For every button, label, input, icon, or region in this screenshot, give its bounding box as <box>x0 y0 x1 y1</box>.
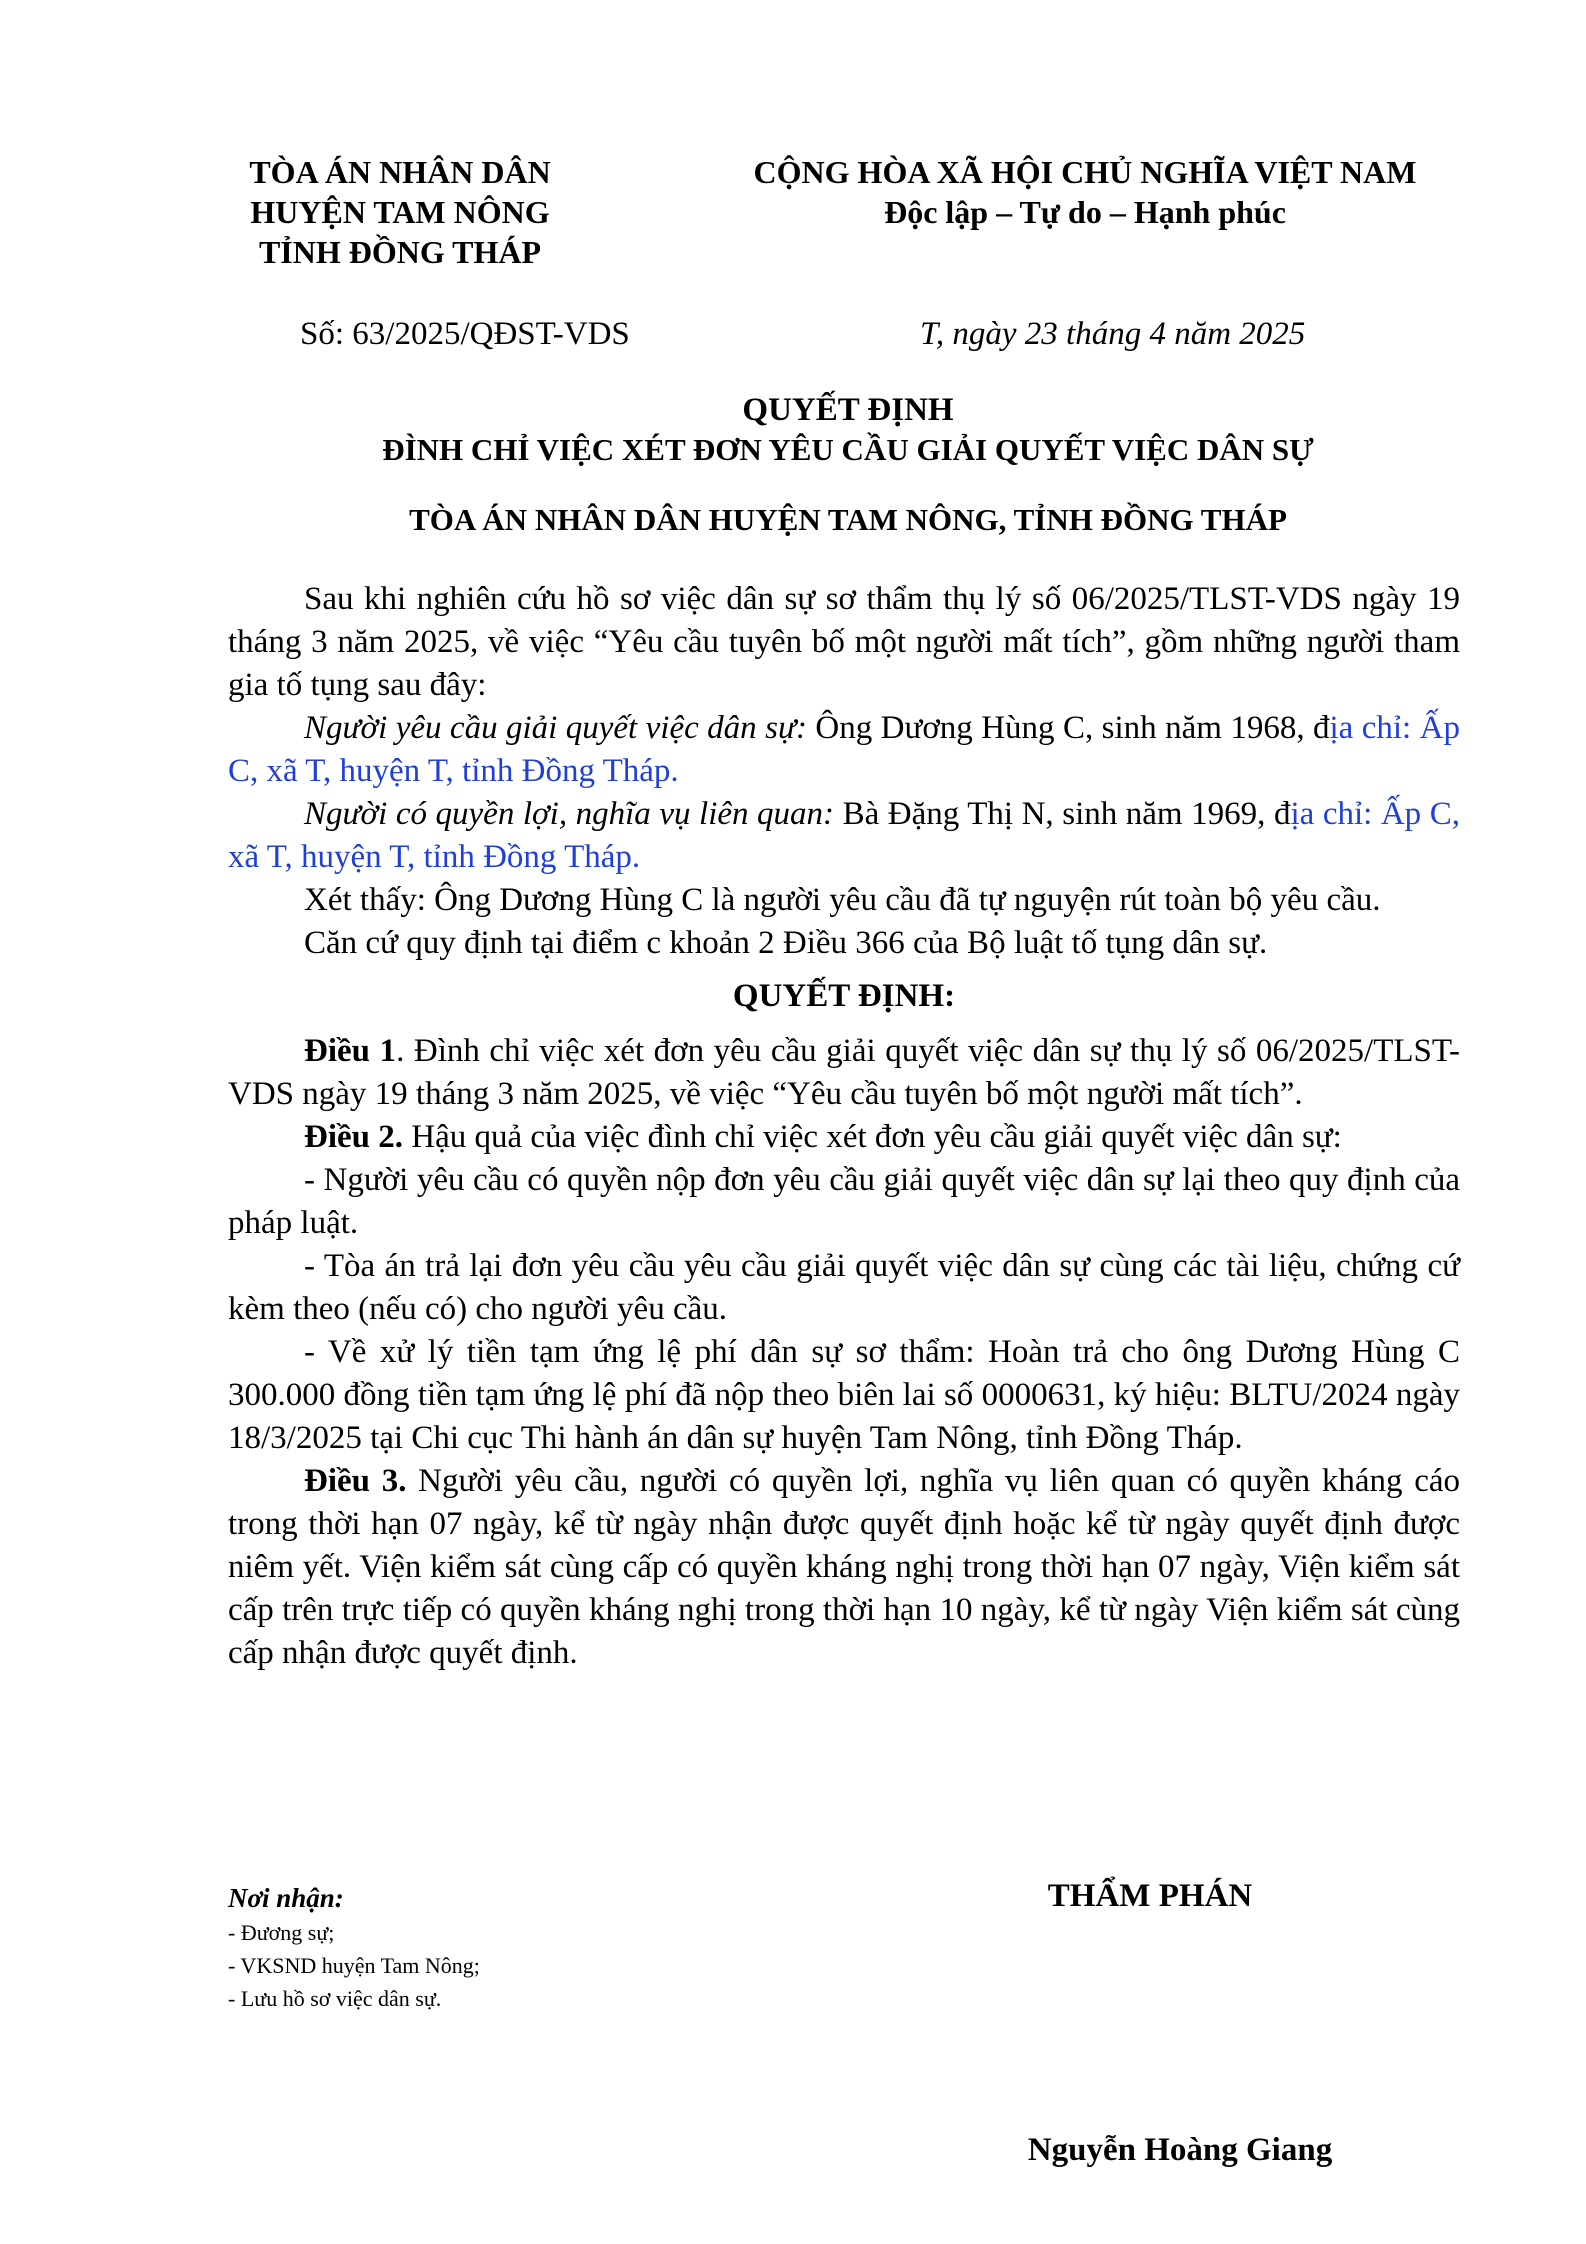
article-1-text: . Đình chỉ việc xét đơn yêu cầu giải quyết việc dân sự thụ lý số 06/2025/TLST-VDS ngày 19 tháng 3 năm 2025, về việc “Yêu cầu tuyên bố một người mất tích”. <box>228 1033 1461 1112</box>
recipients-block <box>228 1880 728 2015</box>
article-1-label: Điều 1 <box>304 1033 397 1069</box>
decision-heading: QUYẾT ĐỊNH: <box>732 978 956 1014</box>
issuing-court: TÒA ÁN NHÂN DÂN HUYỆN TAM NÔNG, TỈNH ĐỒNG THÁP <box>409 502 1287 537</box>
requester-label: Người yêu cầu giải quyết việc dân sự: <box>304 710 807 746</box>
signer-name: Nguyễn Hoàng Giang <box>1027 2132 1333 2168</box>
requester-paragraph <box>228 707 1460 793</box>
recipients-title: Nơi nhận: <box>228 1883 344 1913</box>
decision-title: QUYẾT ĐỊNH <box>742 392 954 428</box>
national-name: CỘNG HÒA XÃ HỘI CHỦ NGHĨA VIỆT NAM <box>753 154 1417 190</box>
document-body <box>228 578 1460 1675</box>
recipient-item: - Đương sự; <box>228 1920 335 1945</box>
court-header <box>220 152 580 272</box>
article-3-text: Người yêu cầu, người có quyền lợi, nghĩa vụ liên quan có quyền kháng cáo trong thời hạn 07 ngày, kể từ ngày nhận được quyết định hoặc kể từ ngày quyết định được niêm yết. Viện kiểm sát cùng cấp có quyền kháng nghị trong thời hạn 07 ngày, Viện kiểm sát cấp trên trực tiếp có quyền kháng nghị trong thời hạn 10 ngày, kể từ ngày Viện kiểm sát cùng cấp nhận được quyết định. <box>228 1463 1461 1671</box>
signer-title: THẨM PHÁN <box>1047 1878 1253 1914</box>
article-3-label: Điều 3. <box>304 1463 407 1499</box>
national-motto: Độc lập – Tự do – Hạnh phúc <box>884 194 1286 230</box>
document-number: Số: 63/2025/QĐST-VDS <box>300 316 630 352</box>
document-date: T, ngày 23 tháng 4 năm 2025 <box>920 316 1306 352</box>
legal-basis-paragraph: Căn cứ quy định tại điểm c khoản 2 Điều 366 của Bộ luật tố tụng dân sự. <box>304 925 1268 961</box>
article-2-text: Hậu quả của việc đình chỉ việc xét đơn yêu cầu giải quyết việc dân sự: <box>403 1119 1342 1155</box>
article-2 <box>228 1116 1460 1159</box>
article-3 <box>228 1460 1460 1675</box>
recipient-item: - Lưu hồ sơ việc dân sự. <box>228 1986 442 2011</box>
court-name-line: TÒA ÁN NHÂN DÂN <box>249 154 551 190</box>
article-2-label: Điều 2. <box>304 1119 403 1155</box>
article-1 <box>228 1030 1460 1116</box>
article-2-item-2: - Tòa án trả lại đơn yêu cầu yêu cầu giải quyết việc dân sự cùng các tài liệu, chứng cứ kèm theo (nếu có) cho người yêu cầu. <box>228 1248 1460 1327</box>
requester-text: Ông Dương Hùng C, sinh năm 1968, đ <box>806 710 1330 746</box>
related-party-text: Bà Đặng Thị N, sinh năm 1969, đ <box>834 796 1291 832</box>
recipient-item: - VKSND huyện Tam Nông; <box>228 1953 480 1978</box>
finding-paragraph: Xét thấy: Ông Dương Hùng C là người yêu cầu đã tự nguyện rút toàn bộ yêu cầu. <box>304 882 1381 918</box>
decision-subtitle: ĐÌNH CHỈ VIỆC XÉT ĐƠN YÊU CẦU GIẢI QUYẾT VIỆC DÂN SỰ <box>382 432 1314 467</box>
article-2-item-1: - Người yêu cầu có quyền nộp đơn yêu cầu giải quyết việc dân sự lại theo quy định của pháp luật. <box>228 1162 1460 1241</box>
related-party-address: ịa chỉ: Ấp C, xã T, huyện T, tỉnh Đồng Tháp. <box>228 796 1460 875</box>
requester-address: ịa chỉ: Ấp C, xã T, huyện T, tỉnh Đồng Tháp. <box>228 710 1460 789</box>
intro-paragraph: Sau khi nghiên cứu hồ sơ việc dân sự sơ thẩm thụ lý số 06/2025/TLST-VDS ngày 19 tháng 3 năm 2025, về việc “Yêu cầu tuyên bố một người mất tích”, gồm những người tham gia tố tụng sau đây: <box>228 581 1460 703</box>
related-party-paragraph <box>228 793 1460 879</box>
related-party-label: Người có quyền lợi, nghĩa vụ liên quan: <box>304 796 835 832</box>
court-province-line: TỈNH ĐỒNG THÁP <box>258 234 542 270</box>
article-2-item-3: - Về xử lý tiền tạm ứng lệ phí dân sự sơ thẩm: Hoàn trả cho ông Dương Hùng C 300.000 đồng tiền tạm ứng lệ phí đã nộp theo biên lai số 0000631, ký hiệu: BLTU/2024 ngày 18/3/2025 tại Chi cục Thi hành án dân sự huyện Tam Nông, tỉnh Đồng Tháp. <box>228 1334 1460 1456</box>
national-header <box>700 152 1470 232</box>
court-district-line: HUYỆN TAM NÔNG <box>250 194 550 230</box>
